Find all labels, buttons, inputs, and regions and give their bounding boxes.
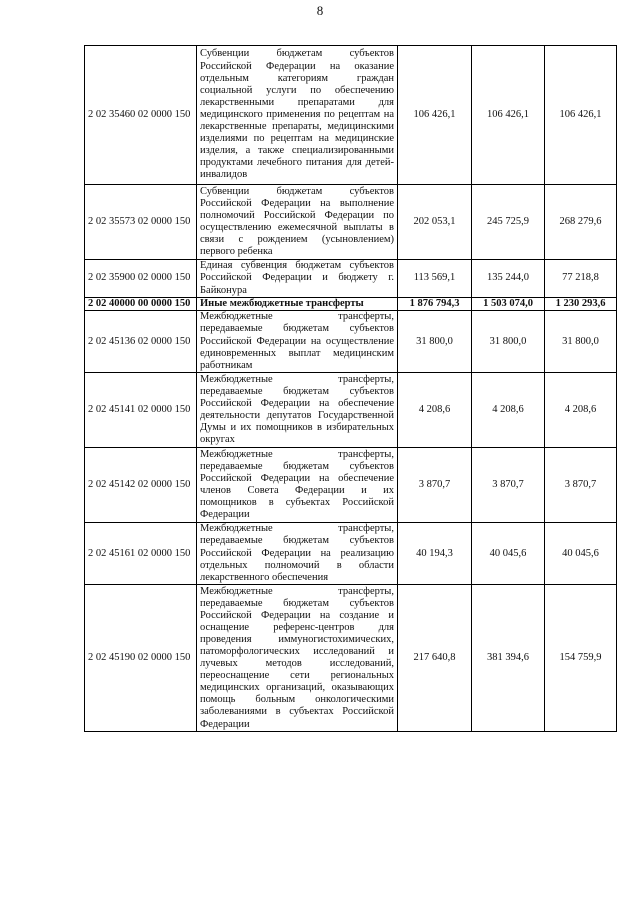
amount-year-2: 381 394,6: [472, 585, 545, 732]
amount-year-2: 135 244,0: [472, 260, 545, 298]
amount-year-1: 113 569,1: [398, 260, 472, 298]
amount-year-2: 3 870,7: [472, 448, 545, 523]
table-row: [85, 298, 617, 311]
amount-year-2: 1 503 074,0: [472, 298, 545, 311]
budget-code: 2 02 45136 02 0000 150: [85, 311, 197, 373]
revenue-name: Межбюджетные трансферты, передаваемые бюджетам субъектов Российской Федерации на создание и оснащение референс-центров для проведения иммуногистохимических, патоморфологических исследований и лучевых методов исследований, переоснащение сети региональных медицинских организаций, оказывающих помощь больным онкологическими заболеваниями в субъектах Российской Федерации: [197, 585, 398, 732]
budget-code: 2 02 45161 02 0000 150: [85, 523, 197, 585]
amount-year-2: 106 426,1: [472, 46, 545, 185]
amount-year-2: 4 208,6: [472, 373, 545, 448]
table-row: [85, 185, 617, 260]
amount-year-1: 217 640,8: [398, 585, 472, 732]
budget-code: 2 02 45141 02 0000 150: [85, 373, 197, 448]
table-row: [85, 311, 617, 373]
budget-code: 2 02 35573 02 0000 150: [85, 185, 197, 260]
table-row: [85, 585, 617, 732]
amount-year-3: 31 800,0: [545, 311, 617, 373]
table-row: [85, 448, 617, 523]
amount-year-1: 4 208,6: [398, 373, 472, 448]
table-row: [85, 260, 617, 298]
amount-year-3: 40 045,6: [545, 523, 617, 585]
amount-year-3: 77 218,8: [545, 260, 617, 298]
amount-year-2: 40 045,6: [472, 523, 545, 585]
revenue-name: Межбюджетные трансферты, передаваемые бюджетам субъектов Российской Федерации на обеспечение членов Совета Федерации и их помощников в субъектах Российской Федерации: [197, 448, 398, 523]
budget-table: [84, 45, 617, 732]
amount-year-3: 268 279,6: [545, 185, 617, 260]
revenue-name: Иные межбюджетные трансферты: [197, 298, 398, 311]
amount-year-3: 4 208,6: [545, 373, 617, 448]
table-row: [85, 46, 617, 185]
amount-year-1: 202 053,1: [398, 185, 472, 260]
amount-year-2: 31 800,0: [472, 311, 545, 373]
page-number: 8: [316, 3, 324, 18]
amount-year-1: 1 876 794,3: [398, 298, 472, 311]
budget-code: 2 02 40000 00 0000 150: [85, 298, 197, 311]
amount-year-1: 40 194,3: [398, 523, 472, 585]
budget-code: 2 02 45190 02 0000 150: [85, 585, 197, 732]
amount-year-1: 106 426,1: [398, 46, 472, 185]
revenue-name: Межбюджетные трансферты, передаваемые бюджетам субъектов Российской Федерации на осуществление единовременных выплат медицинским работникам: [197, 311, 398, 373]
amount-year-1: 3 870,7: [398, 448, 472, 523]
budget-code: 2 02 45142 02 0000 150: [85, 448, 197, 523]
amount-year-3: 1 230 293,6: [545, 298, 617, 311]
revenue-name: Единая субвенция бюджетам субъектов Российской Федерации и бюджету г. Байконура: [197, 260, 398, 298]
table-row: [85, 523, 617, 585]
table-row: [85, 373, 617, 448]
budget-code: 2 02 35900 02 0000 150: [85, 260, 197, 298]
budget-code: 2 02 35460 02 0000 150: [85, 46, 197, 185]
amount-year-3: 106 426,1: [545, 46, 617, 185]
amount-year-2: 245 725,9: [472, 185, 545, 260]
amount-year-3: 3 870,7: [545, 448, 617, 523]
revenue-name: Межбюджетные трансферты, передаваемые бюджетам субъектов Российской Федерации на обеспечение деятельности депутатов Государственной Думы и их помощников в избирательных округах: [197, 373, 398, 448]
revenue-name: Субвенции бюджетам субъектов Российской Федерации на оказание отдельным категориям граждан социальной услуги по обеспечению лекарственными препаратами для медицинского применения по рецептам на лекарственные препараты, медицинскими изделиями по рецептам на медицинские изделия, а также специализированными продуктами лечебного питания для детей-инвалидов: [197, 46, 398, 185]
revenue-name: Межбюджетные трансферты, передаваемые бюджетам субъектов Российской Федерации на реализацию отдельных полномочий в области лекарственного обеспечения: [197, 523, 398, 585]
amount-year-1: 31 800,0: [398, 311, 472, 373]
revenue-name: Субвенции бюджетам субъектов Российской Федерации на выполнение полномочий Российской Федерации по осуществлению ежемесячной выплаты в связи с рождением (усыновлением) первого ребенка: [197, 185, 398, 260]
amount-year-3: 154 759,9: [545, 585, 617, 732]
